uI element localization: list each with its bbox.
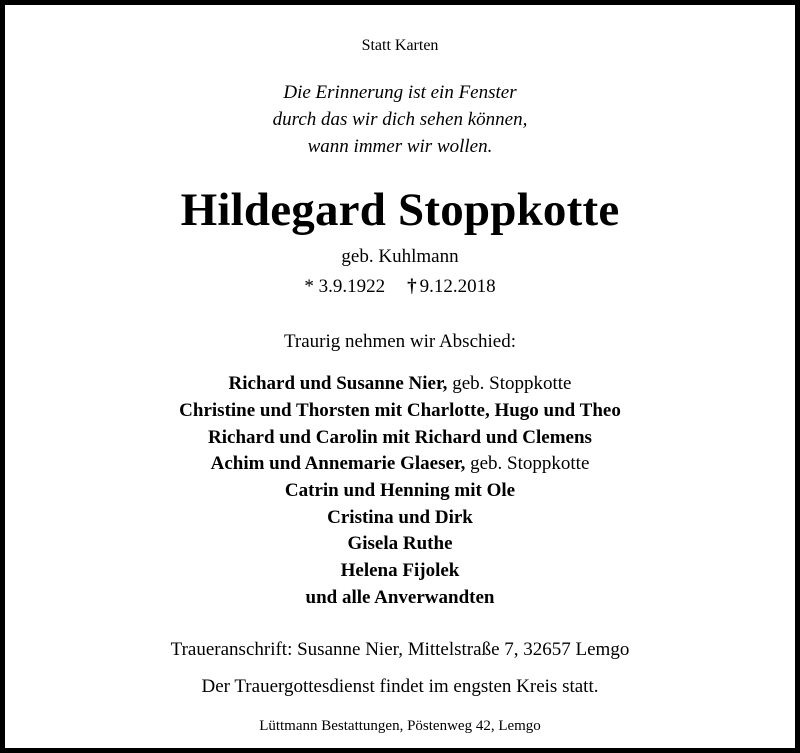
family-note: geb. Stoppkotte bbox=[465, 453, 590, 474]
family-line bbox=[5, 585, 795, 612]
service-line: Der Trauergottesdienst findet im engsten Kreis statt. bbox=[201, 676, 599, 697]
verse-line-1: Die Erinnerung ist ein Fenster bbox=[283, 82, 517, 103]
family-line bbox=[5, 371, 795, 398]
family-line bbox=[5, 398, 795, 425]
header-text: Statt Karten bbox=[361, 37, 439, 54]
family-names: Catrin und Henning mit Ole bbox=[284, 480, 516, 501]
family-names: Achim und Annemarie Glaeser, bbox=[210, 453, 466, 474]
family-note: geb. Stoppkotte bbox=[447, 373, 572, 394]
family-names: Christine und Thorsten mit Charlotte, Hugo und Theo bbox=[179, 400, 621, 421]
verse-line-2: durch das wir dich sehen können, bbox=[272, 109, 528, 130]
family-line bbox=[5, 478, 795, 505]
family-line bbox=[5, 425, 795, 452]
birth-date: * 3.9.1922 bbox=[304, 276, 386, 297]
family-line bbox=[5, 451, 795, 478]
mourning-line: Traurig nehmen wir Abschied: bbox=[283, 331, 517, 352]
death-date: 9.12.2018 bbox=[419, 276, 496, 297]
family-names: Richard und Carolin mit Richard und Clemens bbox=[208, 427, 592, 448]
cross-icon: † bbox=[407, 276, 417, 297]
family-names: Cristina und Dirk bbox=[327, 507, 473, 528]
family-line bbox=[5, 558, 795, 585]
family-names: Helena Fijolek bbox=[340, 560, 460, 581]
family-line bbox=[5, 531, 795, 558]
maiden-name: geb. Kuhlmann bbox=[341, 246, 459, 267]
deceased-name: Hildegard Stoppkotte bbox=[180, 184, 620, 236]
family-line bbox=[5, 505, 795, 532]
family-names: Richard und Susanne Nier, bbox=[228, 373, 448, 394]
family-names: Gisela Ruthe bbox=[347, 533, 453, 554]
verse-line-3: wann immer wir wollen. bbox=[307, 136, 493, 157]
life-dates bbox=[5, 276, 795, 298]
undertaker-line: Lüttmann Bestattungen, Pöstenweg 42, Lemgo bbox=[259, 718, 541, 734]
address-line: Traueranschrift: Susanne Nier, Mittelstraße 7, 32657 Lemgo bbox=[170, 639, 630, 660]
family-names: und alle Anverwandten bbox=[305, 587, 495, 608]
